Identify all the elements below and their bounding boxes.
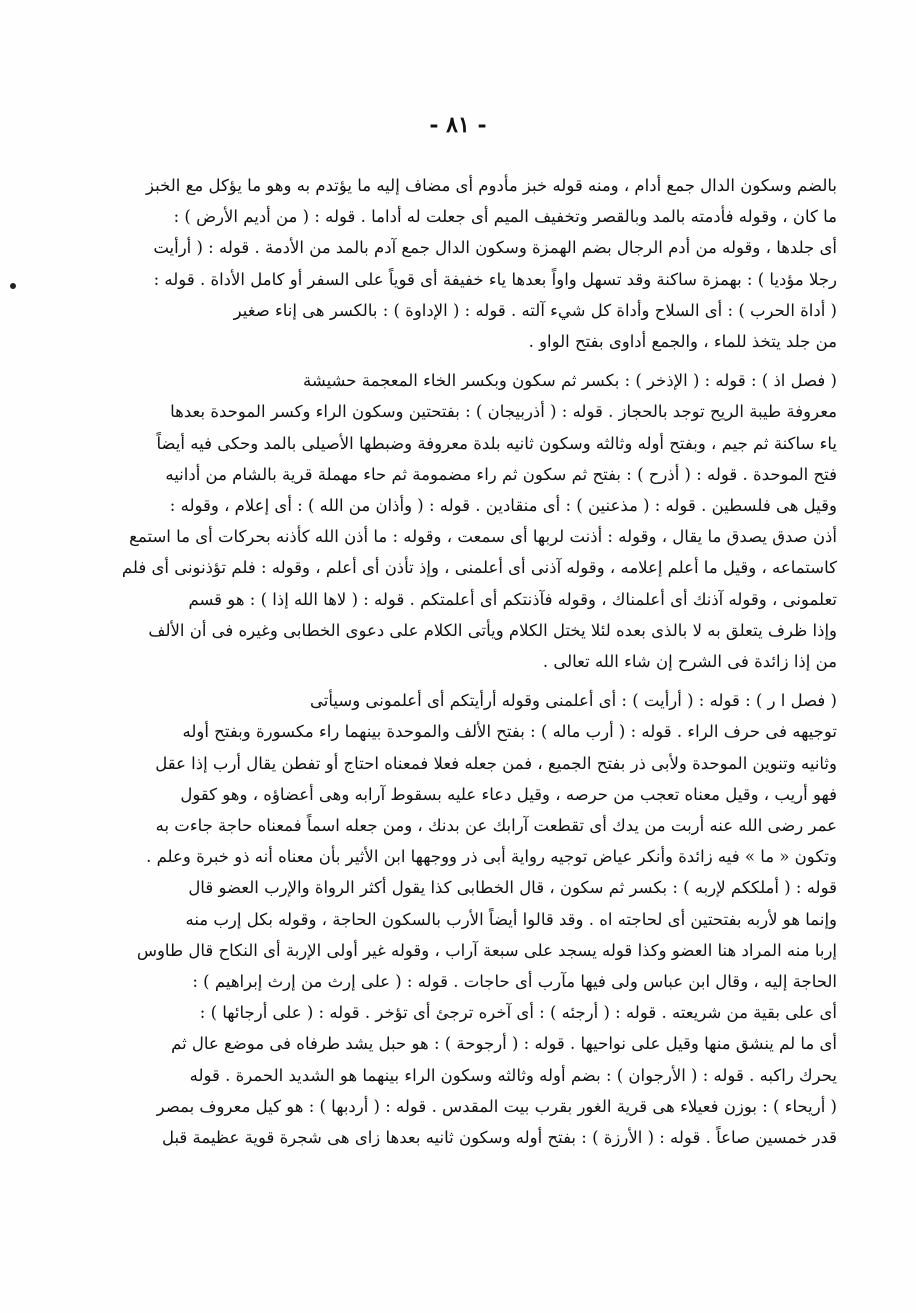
text-line: قدر خمسين صاعاً . قوله : ( الأرزة ) : بفتح أوله وسكون ثانيه بعدها زاى هى شجرة قوية عظيمة قبل [161,1128,837,1148]
text-line: توجيهه فى حرف الراء . قوله : ( أرب ماله ) : بفتح الألف والموحدة بينهما راء مكسورة وبفتح أوله [182,722,837,742]
text-line: أى جلدها ، وقوله من أدم الرجال بضم الهمزة وسكون الدال جمع آدم بالمد من الأدمة . قوله : ( أرأيت [153,238,837,258]
text-line: رجلا مؤديا ) : بهمزة ساكنة وقد تسهل واواً بعدها ياء خفيفة أى قوياً على السفر أو كامل الأداة . قوله : [153,269,837,289]
text-line: كاستماعه ، وقيل ما أعلم إعلامه ، وقوله آذنى أى أعلمنى ، وإذ تأذن أى أعلم ، وقوله : فلم تؤذنونى أى فلم [121,558,837,578]
paragraph-adam [105,170,837,357]
text-line: إربا منه المراد هنا العضو وكذا قوله يسجد على سبعة آراب ، وقوله غير أولى الإربة أى النكاح قال طاوس [136,940,837,960]
text-line: ( فصل اذ ) : قوله : ( الإذخر ) : بكسر ثم سكون وبكسر الخاء المعجمة حشيشة [303,371,837,391]
text-line: قوله : ( أملككم لإربه ) : بكسر ثم سكون ، قال الخطابى كذا يقول أكثر الرواة والإرب العضو قال [188,878,837,898]
text-line: عمر رضى الله عنه أربت من يدك أى تقطعت آرابك عن بدنك ، ومن جعله اسماً فمعناه حاجة جاءت به [155,816,837,836]
text-line: ما كان ، وقوله فأدمته بالمد وبالقصر وتخفيف الميم أى جعلت له أداما . قوله : ( من أديم الأرض ) : [173,207,837,227]
text-line: من إذا زائدة فى الشرح إن شاء الله تعالى . [542,652,837,672]
text-line: يحرك راكبه . قوله : ( الأرجوان ) : بضم أوله وثالثه وسكون الراء بينهما هو الشديد الحمرة . قوله [189,1065,837,1085]
text-line: وتكون « ما » فيه زائدة وأنكر عياض توجيه رواية أبى ذر ووجهها ابن الأثير بأن معناه أنه ذو خبرة وعلم . [146,847,837,867]
text-body [105,170,837,1153]
text-line: ياء ساكنة ثم جيم ، وبفتح أوله وثالثه وسكون ثانيه بلدة معروفة وضبطها الأصيلى بالمد وحكى فيه أيضاً [156,433,837,453]
text-line: فهو أريب ، وقيل معناه تعجب من حرصه ، وقيل دعاء عليه بسقوط آرابه وهى أعضاؤه ، وهو كقول [180,784,837,804]
paragraph-fasl-alif-dhal [105,365,837,677]
text-line: وثانيه وتنوين الموحدة ولأبى ذر بفتح الجميع ، فمن جعله فعلا فمعناه احتاج أو تفطن يقال أرب إذا عقل [155,753,837,773]
text-line: الحاجة إليه ، وقال ابن عباس ولى فيها مآرب أى حاجات . قوله : ( على إرث من إرث إبراهيم ) : [192,972,837,992]
text-line: ( أريحاء ) : بوزن فعيلاء هى قرية الغور بقرب بيت المقدس . قوله : ( أردبها ) : هو كيل معروف بمصر [156,1096,837,1116]
text-line: أذن صدق يصدق ما يقال ، وقوله : أذنت لربها أى سمعت ، وقوله : ما أذن الله كأذنه بحركات أى ما استمع [129,527,837,547]
text-line: من جلد يتخذ للماء ، والجمع أداوى بفتح الواو . [528,332,837,352]
text-line: معروفة طيبة الريح توجد بالحجاز . قوله : ( أذربيجان ) : بفتحتين وسكون الراء وكسر الموحدة بعدها [170,402,837,422]
text-line: وإنما هو لأربه بفتحتين أى لحاجته اه . وقد قالوا أيضاً الأرب بالسكون الحاجة ، وقوله بكل إرب منه [185,909,837,929]
text-line: بالضم وسكون الدال جمع أدام ، ومنه قوله خبز مأدوم أى مضاف إليه ما يؤتدم به وهو ما يؤكل مع الخبز [146,176,837,195]
text-line: أى على بقية من شريعته . قوله : ( أرجئه ) : أى آخره ترجئ أى تؤخر . قوله : ( على أرجائها ) : [199,1003,837,1023]
text-line: تعلمونى ، وقوله آذنك أى أعلمناك ، وقوله فآذنتكم أى أعلمتكم . قوله : ( لاها الله إذا ) : هو قسم [188,589,837,609]
text-line: فتح الموحدة . قوله : ( أذرح ) : بفتح ثم سكون ثم راء مضمومة ثم حاء مهملة قرية بالشام من أدانيه [165,464,837,484]
text-line: وإذا ظرف يتعلق به لا بالذى بعده لئلا يختل الكلام ويأتى الكلام على دعوى الخطابى وغيره فى أن الألف [148,620,837,640]
margin-dot [10,283,16,289]
text-line: ( أداة الحرب ) : أى السلاح وأداة كل شيء آلته . قوله : ( الإداوة ) : بالكسر هى إناء صغير [233,300,837,320]
text-line: وقيل هى فلسطين . قوله : ( مذعنين ) : أى منقادين . قوله : ( وأذان من الله ) : أى إعلام ، وقوله : [169,496,837,516]
page-number: - ٨١ - [429,112,487,138]
text-line: أى ما لم ينشق منها وقيل على نواحيها . قوله : ( أرجوحة ) : هو حبل يشد طرفاه فى موضع عال ثم [171,1034,837,1054]
paragraph-fasl-alif-ra [105,685,837,1153]
text-line: ( فصل ا ر ) : قوله : ( أرأيت ) : أى أعلمنى وقوله أرأيتكم أى أعلمونى وسيأتى [310,691,837,711]
